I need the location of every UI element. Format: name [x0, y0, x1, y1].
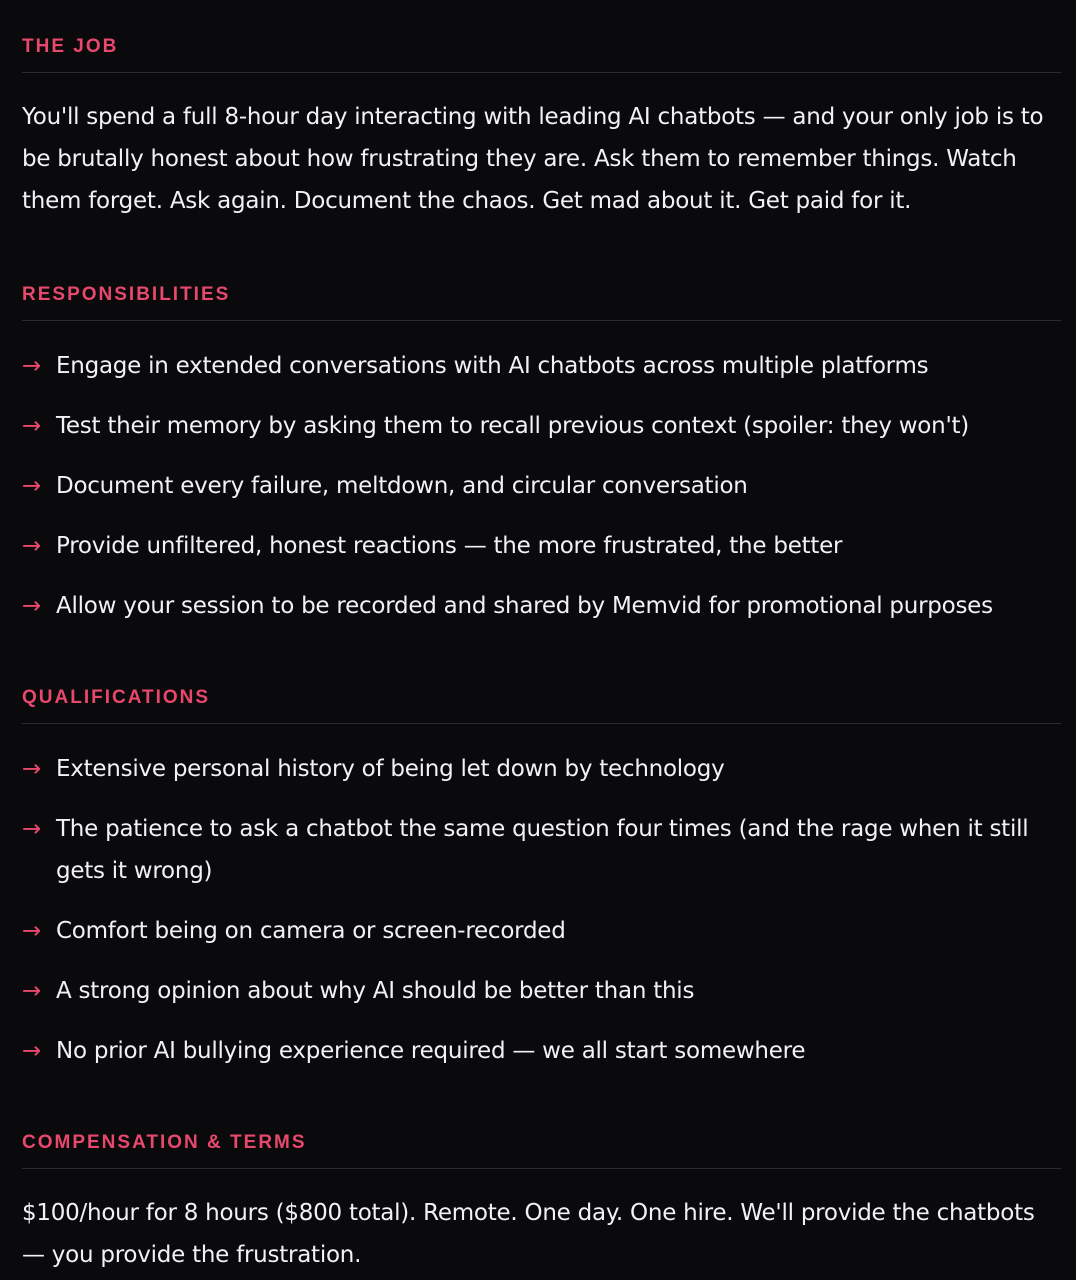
arrow-right-icon: →	[22, 353, 42, 379]
list-item	[22, 585, 1061, 627]
section-divider	[22, 72, 1061, 73]
list-item-text: The patience to ask a chatbot the same question four times (and the rage when it still gets it wrong)	[56, 816, 1029, 884]
section-divider	[22, 320, 1061, 321]
list-item-text: Comfort being on camera or screen-recorded	[56, 918, 566, 944]
list-item-text: Extensive personal history of being let down by technology	[56, 756, 725, 782]
list-item-text: No prior AI bullying experience required — we all start somewhere	[56, 1038, 806, 1064]
section-title-responsibilities: RESPONSIBILITIES	[22, 284, 231, 305]
section-title-qualifications: QUALIFICATIONS	[22, 687, 211, 708]
section-the-job	[22, 36, 1061, 222]
list-item-text: Document every failure, meltdown, and circular conversation	[56, 473, 748, 499]
section-compensation-terms	[22, 1132, 1061, 1276]
list-item-text: A strong opinion about why AI should be better than this	[56, 978, 695, 1004]
section-title-compensation-terms: COMPENSATION & TERMS	[22, 1132, 307, 1153]
list-item-text: Provide unfiltered, honest reactions — the more frustrated, the better	[56, 533, 843, 559]
arrow-right-icon: →	[22, 978, 42, 1004]
list-item-text: Test their memory by asking them to recall previous context (spoiler: they won't)	[56, 413, 970, 439]
arrow-right-icon: →	[22, 593, 42, 619]
section-divider	[22, 723, 1061, 724]
list-item-text: Allow your session to be recorded and shared by Memvid for promotional purposes	[56, 593, 993, 619]
list-item	[22, 1030, 1061, 1072]
arrow-right-icon: →	[22, 816, 42, 842]
arrow-right-icon: →	[22, 413, 42, 439]
responsibilities-list	[22, 345, 1061, 627]
list-item	[22, 525, 1061, 567]
list-item-text: Engage in extended conversations with AI chatbots across multiple platforms	[56, 353, 929, 379]
arrow-right-icon: →	[22, 533, 42, 559]
arrow-right-icon: →	[22, 473, 42, 499]
section-title-the-job: THE JOB	[22, 36, 119, 57]
list-item	[22, 465, 1061, 507]
arrow-right-icon: →	[22, 756, 42, 782]
job-description: You'll spend a full 8-hour day interacting with leading AI chatbots — and your only job is to be brutally honest about how frustrating they are. Ask them to remember things. Watch them forget. Ask again. Document the chaos. Get mad about it. Get paid for it.	[22, 104, 1044, 214]
arrow-right-icon: →	[22, 918, 42, 944]
list-item	[22, 808, 1061, 892]
arrow-right-icon: →	[22, 1038, 42, 1064]
section-responsibilities	[22, 284, 1061, 627]
list-item	[22, 748, 1061, 790]
qualifications-list	[22, 748, 1061, 1072]
section-divider	[22, 1168, 1061, 1169]
section-qualifications	[22, 687, 1061, 1072]
list-item	[22, 910, 1061, 952]
list-item	[22, 345, 1061, 387]
list-item	[22, 405, 1061, 447]
list-item	[22, 970, 1061, 1012]
compensation-description: $100/hour for 8 hours ($800 total). Remote. One day. One hire. We'll provide the chatbots — you provide the frustration.	[22, 1200, 1035, 1268]
